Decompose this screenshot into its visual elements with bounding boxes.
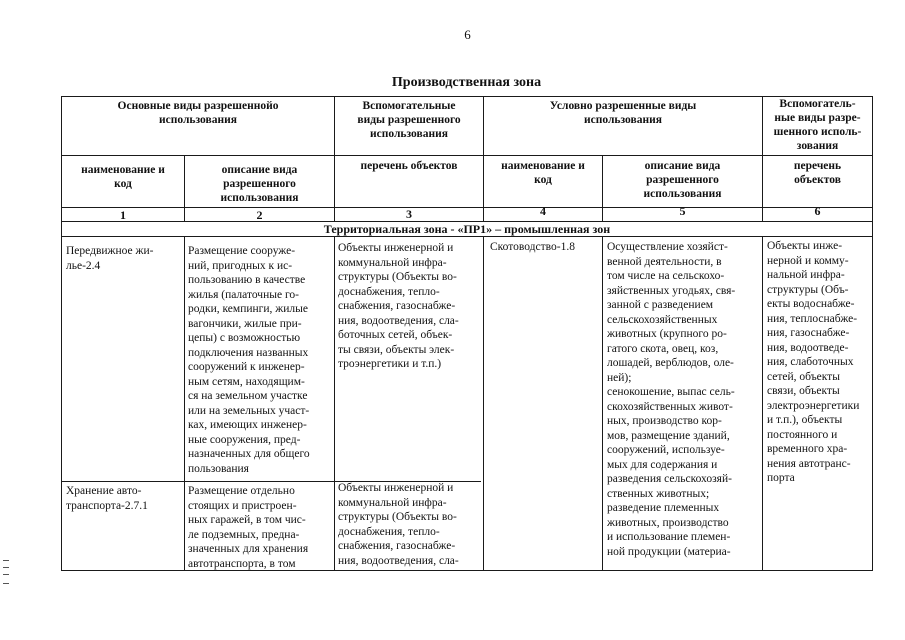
header-auxiliary-uses — [335, 99, 483, 141]
territorial-zone-row: Территориальная зона - «ПР1» – промышленная зон — [323, 222, 611, 236]
header-conditional-uses-text: Условно разрешенные виды использования — [549, 100, 697, 126]
conditional-description: Осуществление хозяйст- венной деятельности, в том числе на сельскохо- зяйственных угодьях, свя- занной с разведением сельскохозяйственных животных (крупного ро- гатого скота, овец, коз, лошадей, верблюдов, оле- ней); сенокошение, выпас сель- скохозяйственных живот- ных, производство кор- мов, размещение зданий, сооружений, используе- мых для содержания и разведения сельскохозяй- ственных животных; разведение племенных животных, производство и использование племен- ной продукции (материа- — [607, 241, 736, 558]
column-number: 3 — [406, 207, 412, 221]
row-1-description: Размещение сооруже- ний, пригодных к ис- пользованию в качестве жилья (палаточные го- родки, кемпинги, жилые вагончики, жилые при- цепы) с возможностью подключения названных сооружений к инженер- ным сетям, находящим- ся на земельном участке или на земельных участ- ках, имеющих инженер- ные сооружения, пред- назначенных для общего пользования — [188, 245, 310, 475]
col-header-name-code-text: наименование и код — [81, 164, 165, 190]
table-border-bottom — [61, 570, 873, 571]
column-number: 4 — [540, 204, 546, 218]
table-rule — [762, 236, 763, 570]
col-header-objects — [335, 159, 483, 173]
header-auxiliary-uses-text: Вспомогательные виды разрешенного использования — [357, 100, 461, 140]
row-2-description: Размещение отдельно стоящих и пристроен- ных гаражей, в том чис- ле подземных, предна- значенных для хранения автотранспорта, в том — [188, 485, 309, 570]
table-rule — [61, 155, 873, 156]
row-2-objects: Объекты инженерной и коммунальной инфра- структуры (Объекты во- доснабжения, тепло- снабжения, газоснабже- ния, водоотведения, сла- — [338, 482, 459, 567]
row-2-name-code: Хранение авто- транспорта-2.7.1 — [66, 485, 148, 512]
page-number: 6 — [464, 27, 471, 42]
column-number: 6 — [814, 204, 821, 218]
table-rule — [184, 236, 185, 570]
header-main-uses-text: Основные виды разрешеннойо использования — [117, 100, 279, 126]
col-header-description-text: описание вида разрешенного использования — [220, 164, 299, 204]
column-number: 2 — [256, 208, 263, 222]
conditional-name-code: Скотоводство-1.8 — [490, 241, 575, 253]
col-header-description-conditional-text: описание вида разрешенного использования — [643, 160, 722, 200]
col-header-objects-text: перечень объектов — [360, 160, 458, 172]
margin-mark — [3, 560, 9, 584]
col-header-objects-conditional-text: перечень объектов — [793, 160, 842, 186]
header-conditional-uses — [484, 99, 762, 127]
header-main-uses — [62, 99, 334, 127]
col-header-name-code — [62, 163, 184, 191]
page-title: Производственная зона — [391, 75, 542, 90]
col-header-objects-conditional — [763, 159, 872, 187]
column-number: 1 — [120, 208, 126, 222]
col-header-name-code-conditional — [484, 159, 602, 187]
table-rule — [602, 236, 603, 570]
row-1-objects: Объекты инженерной и коммунальной инфра- структуры (Объекты во- доснабжения, тепло- снабжения, газоснабже- ния, водоотведения, сла- боточных сетей, объек- ты связи, объекты элек- троэнергетики и т.п.) — [338, 242, 459, 370]
conditional-objects: Объекты инже- нерной и комму- нальной инфра- структуры (Объ- екты водоснабже- ния, теплоснабже- ния, газоснабже- ния, водоотведе- ния, слаботочных сетей, объекты связи, объекты электроэнергетики и т.п.), объекты постоянного и временного хра- нения автотранс- порта — [767, 240, 860, 484]
col-header-description — [185, 163, 334, 205]
header-conditional-auxiliary — [763, 97, 872, 153]
table-border-top — [61, 96, 873, 97]
table-rule — [334, 236, 335, 570]
row-1-name-code: Передвижное жи- лье-2.4 — [66, 245, 154, 272]
table-border-right — [872, 96, 873, 570]
col-header-description-conditional — [603, 159, 762, 201]
column-number: 5 — [679, 204, 686, 218]
table-rule — [483, 236, 484, 570]
col-header-name-code-conditional-text: наименование и код — [501, 160, 585, 186]
header-conditional-auxiliary-text: Вспомогатель- ные виды разре- шенного исполь- зования — [773, 98, 862, 152]
